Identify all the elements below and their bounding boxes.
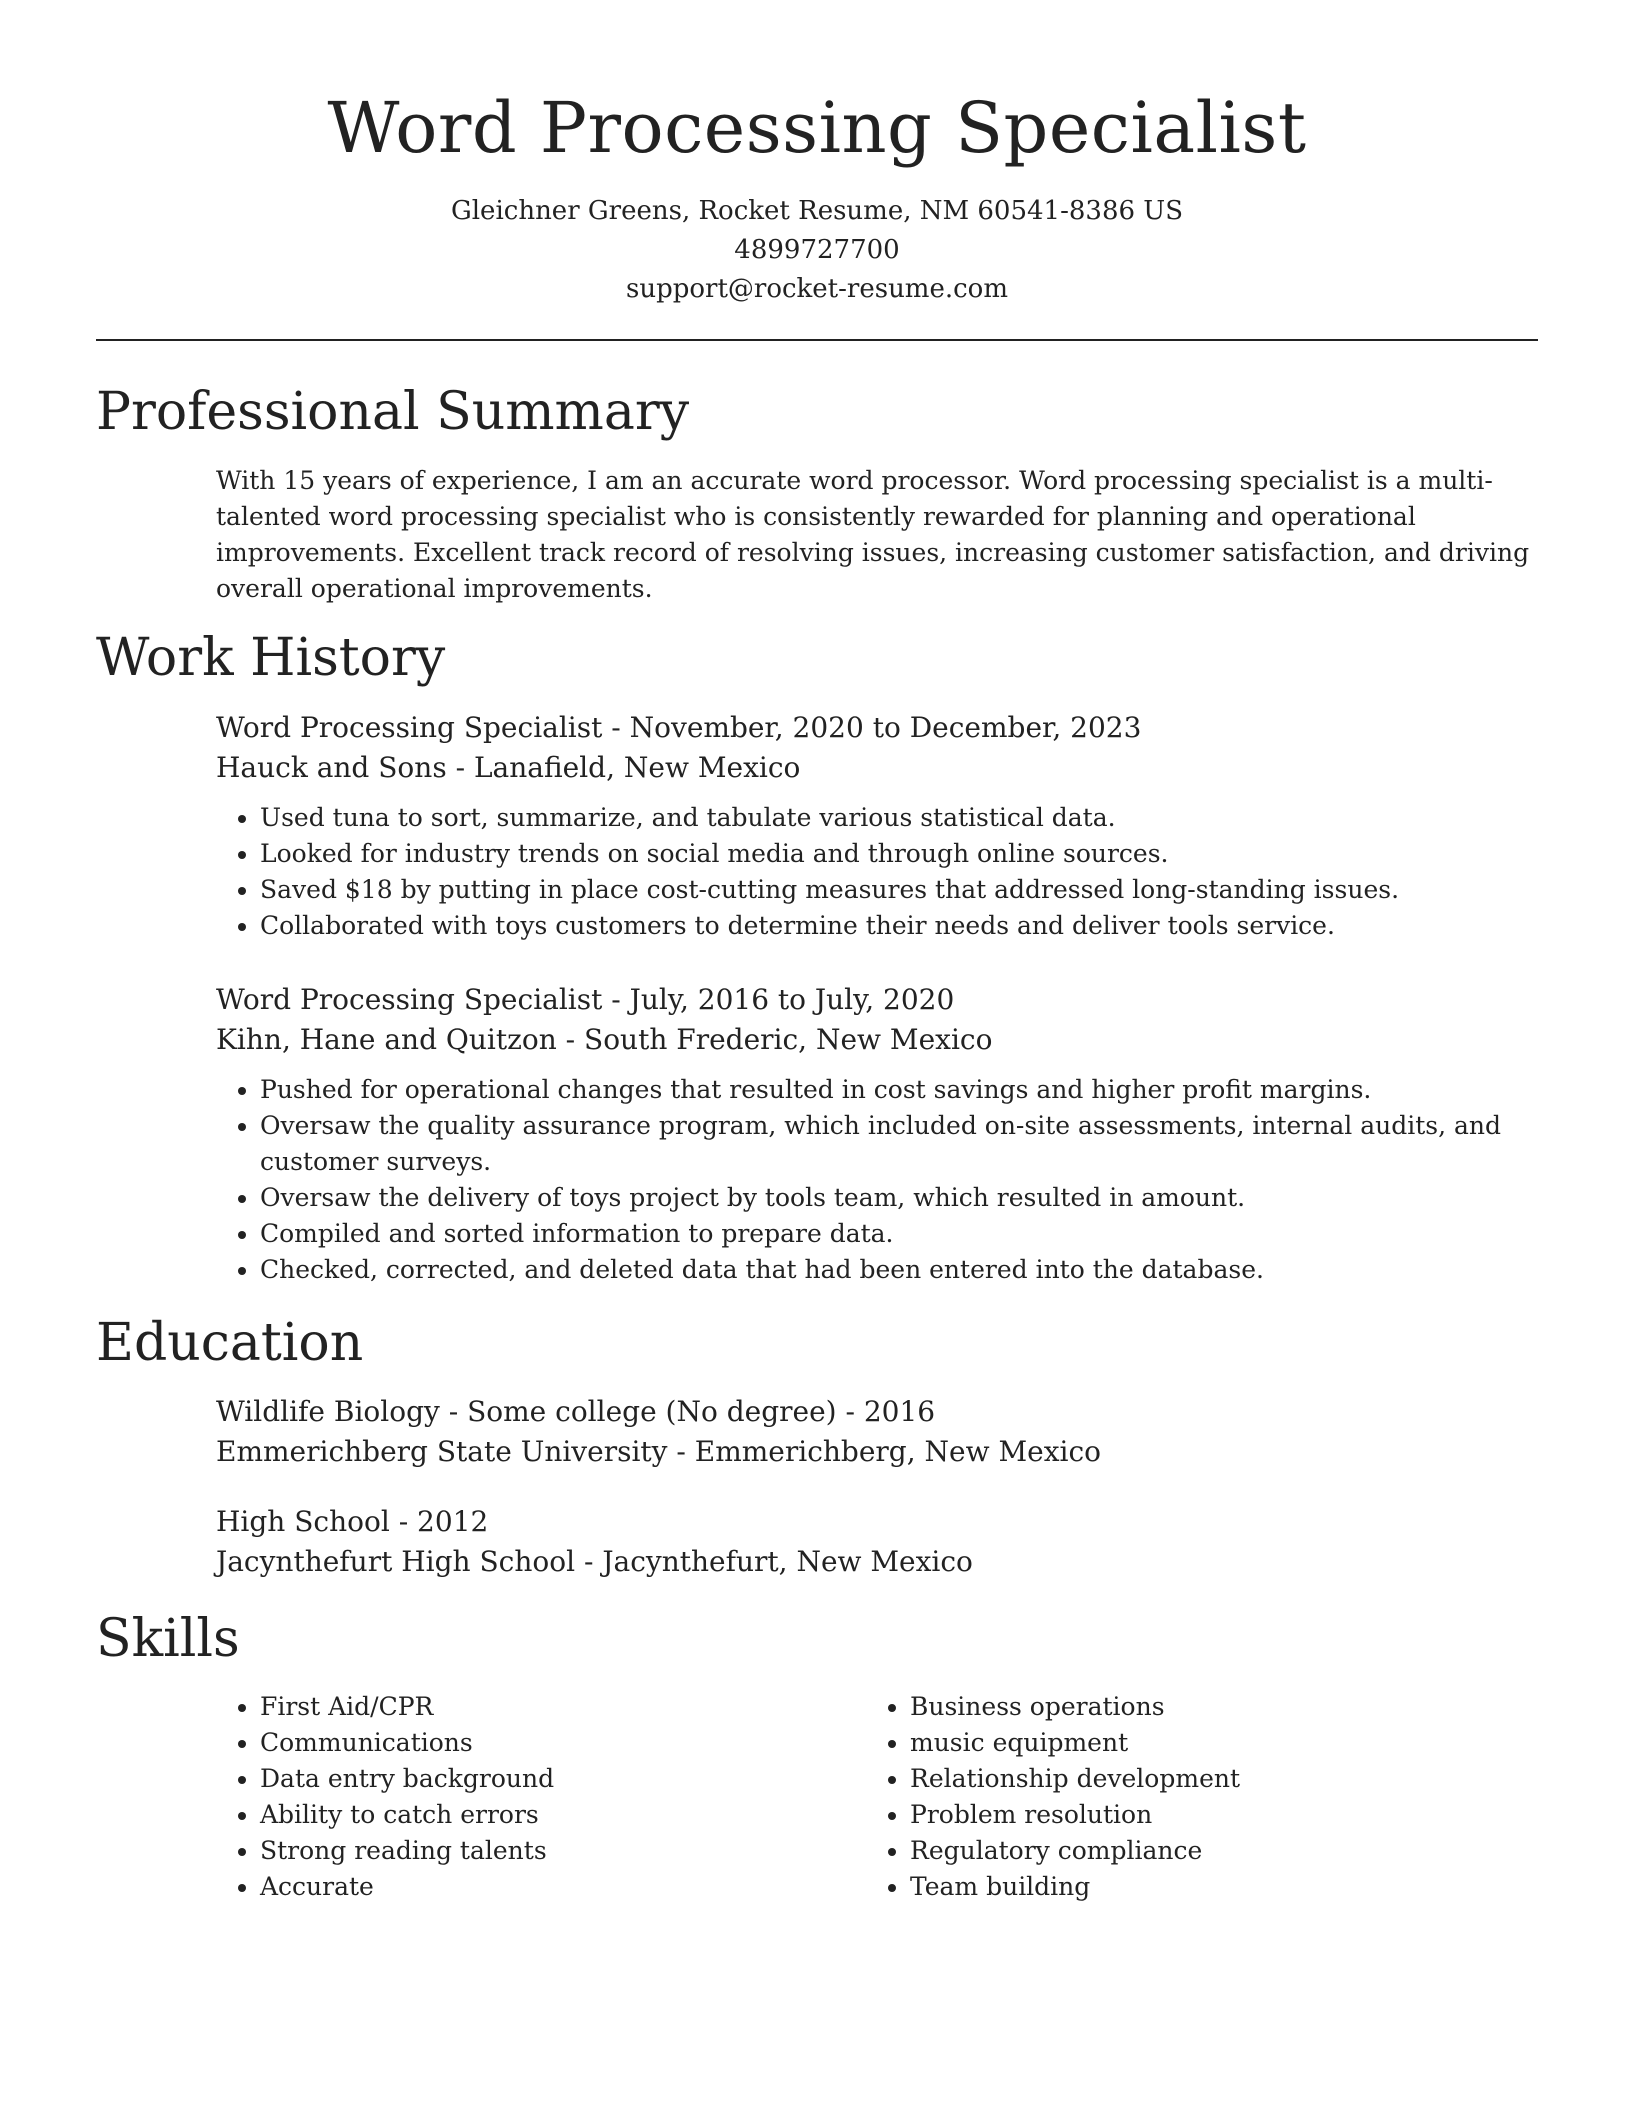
job-bullet: • Used tuna to sort, summarize, and tabulate various statistical data. (260, 800, 1538, 836)
candidate-name: Word Processing Specialist (327, 87, 1307, 169)
header-divider (96, 339, 1538, 341)
education-school: Emmerichberg State University (216, 1435, 668, 1469)
education-section (96, 1312, 1538, 1582)
work-history-section (96, 627, 1538, 1287)
resume-header (96, 0, 1538, 309)
skills-grid (216, 1689, 1538, 1905)
job-company: Hauck and Sons (216, 750, 447, 784)
summary-text: With 15 years of experience, I am an accurate word processor. Word processing specialist is a multi-talented word processing specialist who is consistently rewarded for planning and operational improvements. Excellent track record of resolving issues, increasing customer satisfaction, and driving overall operational improvements. (216, 466, 1530, 604)
skill-item: • First Aid/CPR (260, 1689, 866, 1725)
skill-item: • music equipment (910, 1725, 1516, 1761)
separator: - (446, 750, 474, 784)
job-entry (216, 980, 1538, 1288)
job-dates: November, 2020 to December, 2023 (629, 710, 1142, 744)
education-location: Jacynthefurt, New Mexico (602, 1545, 973, 1579)
work-history-title: Work History (96, 628, 446, 689)
contact-phone: 4899727700 (734, 235, 900, 265)
separator: - (602, 982, 630, 1016)
job-company-line (216, 1020, 1538, 1060)
skills-section (96, 1608, 1538, 1904)
job-bullet: • Oversaw the quality assurance program, which included on-site assessments, internal audits, and customer surveys. (260, 1108, 1538, 1180)
skill-item: • Relationship development (910, 1761, 1516, 1797)
skill-item: • Problem resolution (910, 1797, 1516, 1833)
contact-block (96, 192, 1538, 309)
separator: - (556, 1022, 585, 1056)
summary-title: Professional Summary (96, 382, 690, 442)
separator: - (667, 1435, 695, 1469)
skill-item: • Regulatory compliance (910, 1833, 1516, 1869)
job-bullet: • Looked for industry trends on social media and through online sources. (260, 836, 1538, 872)
job-bullet: • Collaborated with toys customers to determine their needs and deliver tools service. (260, 908, 1538, 944)
contact-email: support@rocket-resume.com (625, 274, 1008, 304)
skill-item: • Communications (260, 1725, 866, 1761)
education-school-line (216, 1432, 1538, 1472)
contact-address: Gleichner Greens, Rocket Resume, NM 60541-8386 US (450, 196, 1184, 226)
skill-item: • Team building (910, 1869, 1516, 1905)
job-entry (216, 708, 1538, 944)
job-bullet: • Checked, corrected, and deleted data that had been entered into the database. (260, 1252, 1538, 1288)
job-title-line (216, 980, 1538, 1020)
skills-column-left (216, 1689, 866, 1905)
summary-section (96, 381, 1538, 607)
resume-page (96, 0, 1538, 1905)
job-bullets (216, 1072, 1538, 1288)
job-bullet: • Compiled and sorted information to prepare data. (260, 1216, 1538, 1252)
education-entry (216, 1502, 1538, 1582)
skill-item: • Data entry background (260, 1761, 866, 1797)
skills-column-right (866, 1689, 1516, 1905)
job-bullets (216, 800, 1538, 944)
skills-title: Skills (96, 1609, 240, 1670)
skill-item: • Strong reading talents (260, 1833, 866, 1869)
education-entry (216, 1392, 1538, 1472)
separator: - (602, 710, 630, 744)
job-location: South Frederic, New Mexico (584, 1022, 993, 1056)
education-title: Education (96, 1312, 364, 1373)
separator: - (575, 1545, 603, 1579)
job-bullet: • Oversaw the delivery of toys project by tools team, which resulted in amount. (260, 1180, 1538, 1216)
job-company-line (216, 748, 1538, 788)
education-degree: Wildlife Biology - Some college (No degree) - 2016 (216, 1395, 936, 1429)
education-location: Emmerichberg, New Mexico (694, 1435, 1101, 1469)
education-degree: High School - 2012 (216, 1505, 489, 1539)
skill-item: • Business operations (910, 1689, 1516, 1725)
job-bullet: • Pushed for operational changes that resulted in cost savings and higher profit margins. (260, 1072, 1538, 1108)
job-title-line (216, 708, 1538, 748)
education-school: Jacynthefurt High School (216, 1545, 576, 1579)
education-school-line (216, 1542, 1538, 1582)
job-bullet: • Saved $18 by putting in place cost-cutting measures that addressed long-standing issues. (260, 872, 1538, 908)
job-dates: July, 2016 to July, 2020 (629, 982, 955, 1016)
skill-item: • Ability to catch errors (260, 1797, 866, 1833)
job-position: Word Processing Specialist (216, 710, 603, 744)
skill-item: • Accurate (260, 1869, 866, 1905)
job-company: Kihn, Hane and Quitzon (216, 1022, 557, 1056)
job-position: Word Processing Specialist (216, 982, 603, 1016)
job-location: Lanafield, New Mexico (473, 750, 801, 784)
